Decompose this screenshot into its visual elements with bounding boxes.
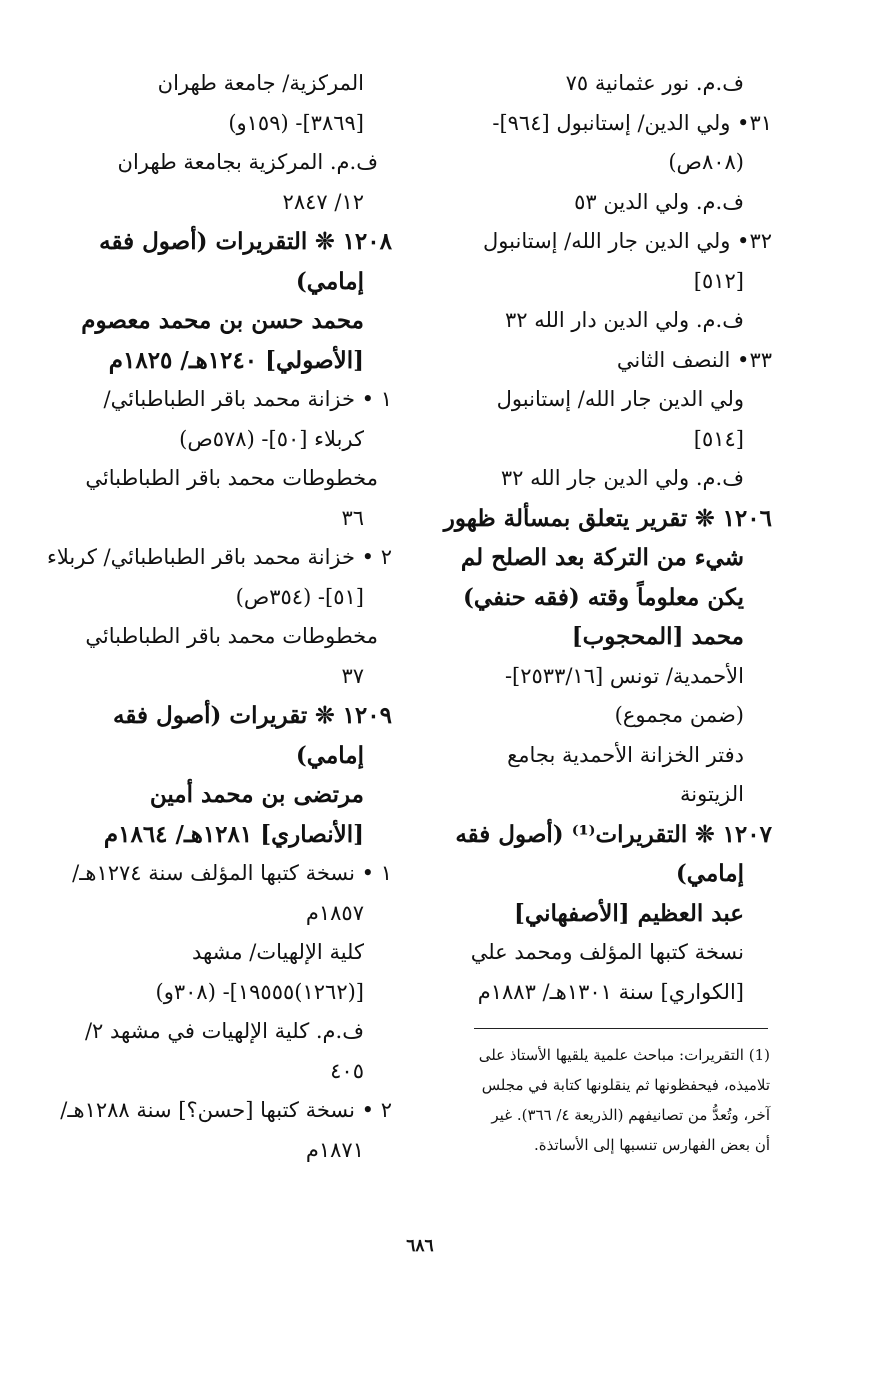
text-line: [٥١٢] [693, 268, 744, 293]
text-line: دفتر الخزانة الأحمدية بجامع [507, 742, 744, 767]
text-line: إمامي) [295, 741, 364, 769]
text-line: ٢ • خزانة محمد باقر الطباطبائي/ كربلاء [47, 545, 392, 569]
text-line: ف.م. المركزية بجامعة طهران [117, 150, 378, 174]
text-line: الأحمدية/ تونس [٢٥٣٣/١٦]- [504, 663, 744, 688]
text-line: إمامي) [295, 267, 364, 295]
text-line: (٨٠٨ص) [668, 150, 744, 174]
text-line: ١٢٠٦ ❊ تقرير يتعلق بمسألة ظهور [443, 504, 772, 532]
text-line: ٣١• ولي الدين/ إستانبول [٩٦٤]- [492, 110, 772, 135]
text-line: محمد [المحجوب] [571, 623, 744, 650]
text-line: ٢ • نسخة كتبها [حسن؟] سنة ١٢٨٨هـ/ [60, 1098, 392, 1122]
text-line: ف.م. كلية الإلهيات في مشهد ٢/ [84, 1019, 364, 1043]
text-line: المركزية/ جامعة طهران [157, 71, 364, 95]
text-line: ف.م. ولي الدين جار الله ٣٢ [500, 466, 744, 490]
text-line: مرتضى بن محمد أمين [149, 781, 364, 808]
text-line: ١٢٠٩ ❊ تقريرات (أصول فقه [113, 702, 392, 729]
text-line: [٣٨٦٩]- (١٥٩و) [228, 110, 364, 135]
left-column [48, 64, 392, 1170]
text-line: ١٢٠٨ ❊ التقريرات (أصول فقه [99, 228, 392, 255]
footnote-line: تلاميذه، فيحفظونها ثم ينقلونها كتابة في مجلس [481, 1076, 770, 1094]
text-line: [الأنصاري] ١٢٨١هـ/ ١٨٦٤م [103, 820, 364, 848]
footnote [440, 1040, 770, 1160]
text-line: مخطوطات محمد باقر الطباطبائي [85, 624, 378, 648]
text-line: [٥١]- (٣٥٤ص) [235, 584, 364, 609]
footnote-line: آخر، وتُعدُّ من تصانيفهم (الذريعة ٤/ ٣٦٦). غير [491, 1106, 770, 1124]
text-line: يكن معلوماً وقته (فقه حنفي) [463, 583, 744, 611]
text-line: شيء من التركة بعد الصلح لم [460, 544, 744, 571]
text-line: ١ • نسخة كتبها المؤلف سنة ١٢٧٤هـ/ [72, 861, 392, 885]
footnote-separator [474, 1028, 768, 1029]
text-line: مخطوطات محمد باقر الطباطبائي [85, 466, 378, 490]
text-line: ف.م. ولي الدين دار الله ٣٢ [505, 308, 744, 332]
footnote-line: (1) التقريرات: مباحث علمية يلقيها الأستاذ على [478, 1046, 770, 1064]
footnote-line: أن بعض الفهارس تنسبها إلى الأساتذة. [533, 1136, 770, 1154]
text-line: ٣٦ [341, 505, 364, 530]
text-line: محمد حسن بن محمد معصوم [81, 307, 364, 334]
text-line: ١٨٥٧م [305, 900, 364, 925]
text-line: نسخة كتبها المؤلف ومحمد علي [470, 940, 744, 964]
text-line: ٤٠٥ [330, 1058, 364, 1083]
text-line: [الأصولي] ١٢٤٠هـ/ ١٨٢٥م [108, 346, 364, 374]
text-line: [الكواري] سنة ١٣٠١هـ/ ١٨٨٣م [477, 979, 744, 1004]
text-line: كربلاء [٥٠]- (٥٧٨ص) [179, 426, 364, 451]
text-line: [٥١٤] [693, 426, 744, 451]
text-line: ٣٢• ولي الدين جار الله/ إستانبول [483, 229, 772, 253]
text-line: إمامي) [675, 860, 744, 887]
page-number: ٦٨٦ [406, 1236, 434, 1256]
text-line: ١ • خزانة محمد باقر الطباطبائي/ [103, 387, 392, 411]
right-column [440, 64, 772, 1012]
text-line: ١٨٧١م [305, 1137, 364, 1162]
text-line: ١٢٠٧ ❊ التقريرات⁽¹⁾ (أصول فقه [455, 820, 772, 848]
text-line: الزيتونة [680, 782, 744, 806]
text-line: عبد العظيم [الأصفهاني] [514, 899, 744, 927]
text-line: ف.م. نور عثمانية ٧٥ [565, 71, 744, 95]
text-line: ولي الدين جار الله/ إستانبول [496, 387, 744, 411]
text-line: كلية الإلهيات/ مشهد [191, 940, 364, 964]
text-line: ف.م. ولي الدين ٥٣ [574, 189, 744, 214]
text-line: ٣٣• النصف الثاني [616, 347, 772, 372]
text-line: ٣٧ [341, 663, 364, 688]
text-line: ١٢/ ٢٨٤٧ [282, 189, 364, 214]
text-line: (ضمن مجموع) [614, 703, 744, 727]
text-line: [(١٢٦٢)١٩٥٥٥]- (٣٠٨و) [155, 979, 364, 1004]
